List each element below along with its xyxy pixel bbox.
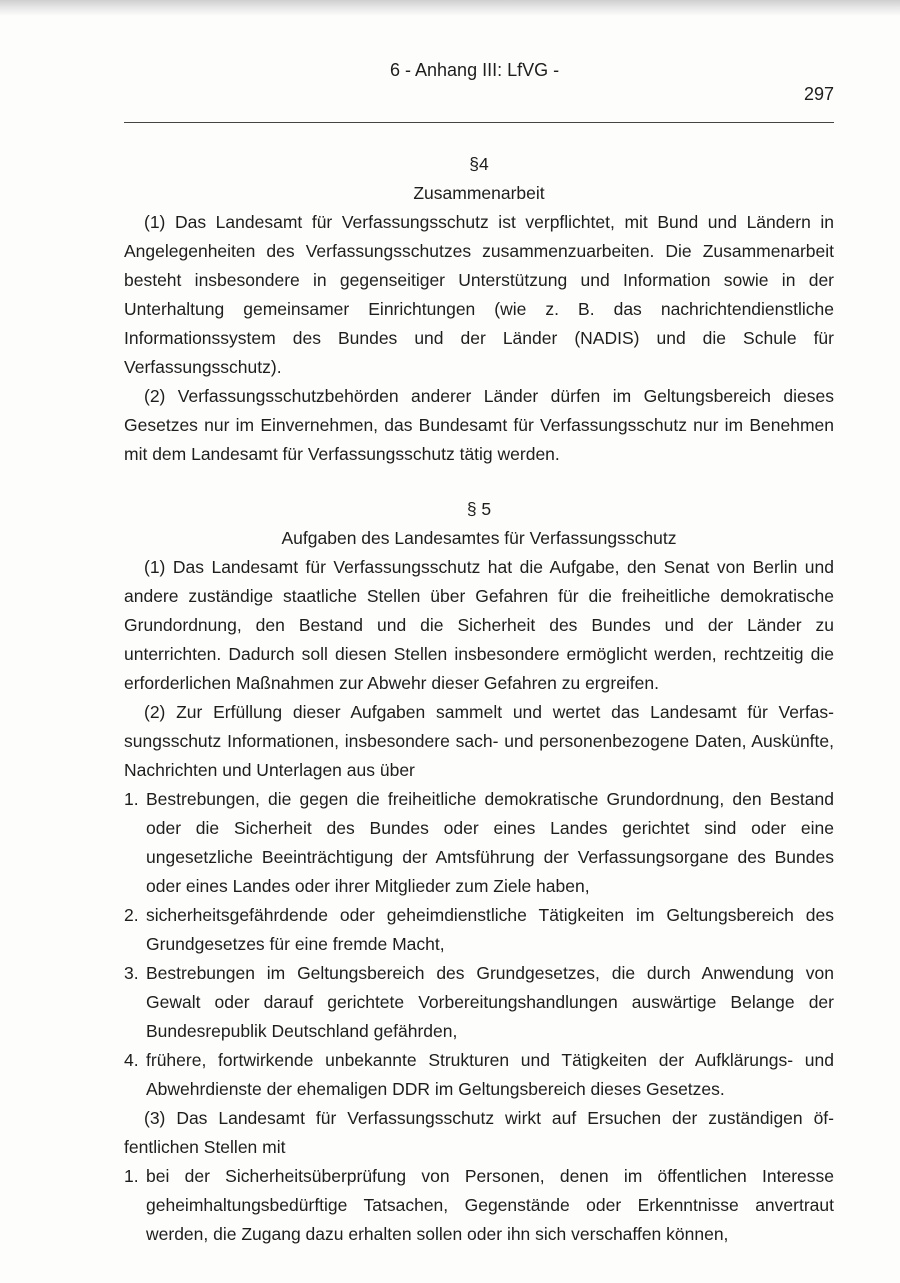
page-number: 297 — [803, 84, 834, 104]
list-item-number: 4. — [124, 1050, 139, 1070]
paragraph: (1) Das Landesamt für Verfassungsschutz ist verpflichtet, mit Bund und Ländern in Angelegenheiten des Verfassungsschutzes zusammenzuarbeiten. Die Zusammenarbeit besteht insbesondere in gegenseitiger Unterstützung und Information sowie in der Unterhaltung gemeinsamer Einrichtungen (wie z. B. das nachrichtendienstliche Informationssystem des Bundes und der Länder (NADIS) und die Schule für Verfassungsschutz). — [124, 212, 834, 377]
list-item-text: frühere, fortwirkende unbekannte Strukturen und Tätigkeiten der Aufklärungs- und Abwehrdienste der ehemaligen DDR im Geltungsbereich dieses Gesetzes. — [146, 1050, 834, 1099]
list-item-number: 1. — [124, 789, 139, 809]
document-body — [124, 150, 834, 1249]
list-item-text: bei der Sicherheitsüberprüfung von Personen, denen im öffentlichen Interesse geheimhaltungsbedürftige Tatsachen, Gegenstände oder Erkenntnisse anvertraut werden, die Zugang dazu erhalten sollen oder ihn sich verschaffen können, — [146, 1166, 834, 1244]
section-title: Aufgaben des Landesamtes für Verfassungsschutz — [281, 528, 677, 548]
section-5 — [124, 495, 834, 1249]
paragraph: (3) Das Landesamt für Verfassungsschutz wirkt auf Ersuchen der zuständigen öffentlichen Stellen mit — [124, 1108, 834, 1157]
list-item — [124, 785, 834, 901]
running-header — [124, 60, 834, 104]
list-item-number: 1. — [124, 1166, 139, 1186]
section-4 — [124, 150, 834, 469]
list-item-text: Bestrebungen im Geltungsbereich des Grundgesetzes, die durch Anwendung von Gewalt oder darauf gerichtete Vorbereitungshandlungen auswärtige Belange der Bundesrepublik Deutschland gefährden, — [146, 963, 834, 1041]
scan-edge-shadow — [0, 0, 900, 16]
running-title: 6 - Anhang III: LfVG - — [390, 60, 560, 80]
list-item-number: 2. — [124, 905, 139, 925]
header-rule — [124, 122, 834, 123]
list-item — [124, 901, 834, 959]
section-number: §4 — [469, 154, 489, 174]
list-item — [124, 1162, 834, 1249]
list-item — [124, 959, 834, 1046]
section-title: Zusammenarbeit — [413, 183, 545, 203]
paragraph: (2) Zur Erfüllung dieser Aufgaben sammelt und wertet das Landesamt für Verfassungsschutz Informationen, insbesondere sach- und personenbezogene Daten, Auskünfte, Nachrichten und Unterlagen aus über — [124, 702, 834, 780]
numbered-list — [124, 1162, 834, 1249]
numbered-list — [124, 785, 834, 1104]
section-number: § 5 — [466, 499, 492, 519]
list-item-text: Bestrebungen, die gegen die freiheitliche demokratische Grundordnung, den Bestand oder die Sicherheit des Bundes oder eines Landes gerichtet sind oder eine ungesetzliche Beeinträchtigung der Amtsführung der Verfassungsorgane des Bundes oder eines Landes oder ihrer Mitglieder zum Ziele haben, — [146, 789, 834, 896]
list-item-number: 3. — [124, 963, 139, 983]
list-item — [124, 1046, 834, 1104]
paragraph: (2) Verfassungsschutzbehörden anderer Länder dürfen im Geltungsbereich dieses Gesetzes nur im Einvernehmen, das Bundesamt für Verfassungsschutz nur im Benehmen mit dem Landesamt für Verfassungsschutz tätig werden. — [124, 386, 834, 464]
paragraph: (1) Das Landesamt für Verfassungsschutz hat die Aufgabe, den Senat von Berlin und andere zuständige staatliche Stellen über Gefahren für die freiheitliche demokratische Grundordnung, den Bestand und die Sicherheit des Bundes und der Länder zu unterrichten. Dadurch soll diesen Stellen insbesondere ermöglicht werden, rechtzeitig die erforderlichen Maßnahmen zur Abwehr dieser Gefahren zu ergreifen. — [124, 557, 834, 693]
list-item-text: sicherheitsgefährdende oder geheimdienstliche Tätigkeiten im Geltungsbereich des Grundgesetzes für eine fremde Macht, — [146, 905, 834, 954]
section-gap — [124, 469, 834, 495]
